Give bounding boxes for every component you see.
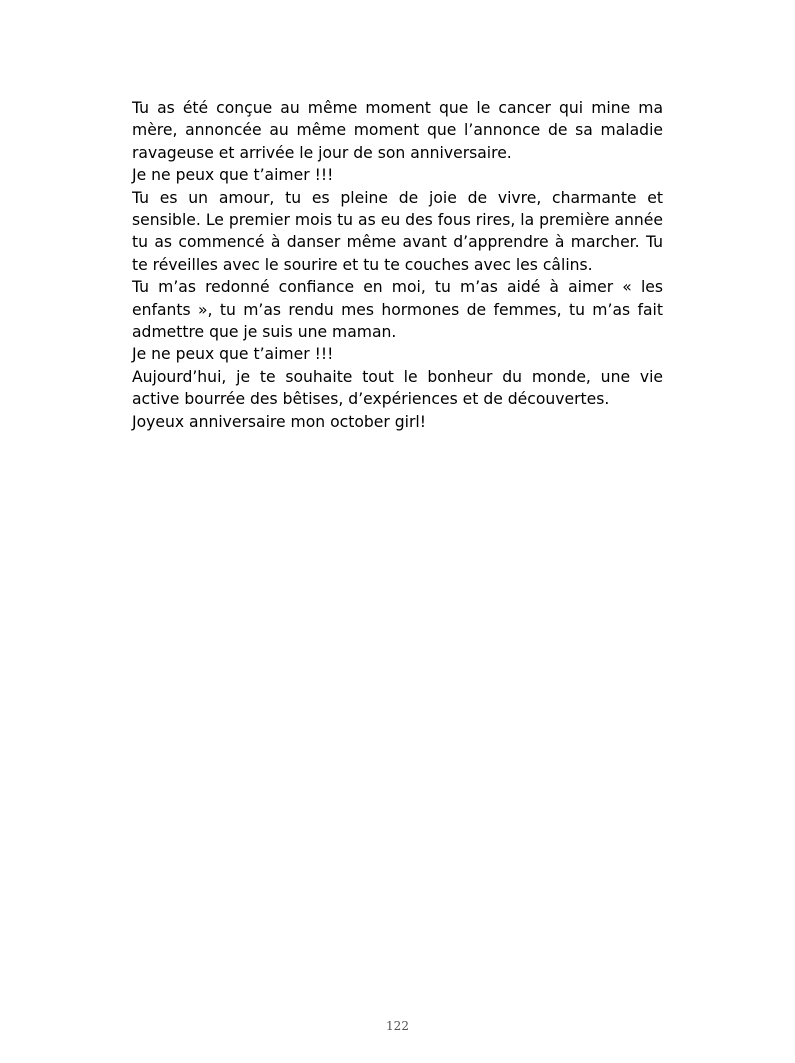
- paragraph-1: Tu as été conçue au même moment que le cancer qui mine ma mère, annoncée au même moment que l’annonce de sa maladie ravageuse et arrivée le jour de son anniversaire.: [132, 99, 663, 162]
- page-number: 122: [386, 1019, 409, 1033]
- paragraph-3: Tu es un amour, tu es pleine de joie de vivre, charmante et sensible. Le premier mois tu as eu des fous rires, la première année tu as commencé à danser même avant d’apprendre à marcher. Tu te réveilles avec le sourire et tu te couches avec les câlins.: [132, 188, 663, 274]
- paragraph-7: Joyeux anniversaire mon october girl!: [132, 412, 426, 431]
- paragraph-2: Je ne peux que t’aimer !!!: [132, 166, 334, 185]
- paragraph-4: Tu m’as redonné confiance en moi, tu m’as aidé à aimer « les enfants », tu m’as rendu mes hormones de femmes, tu m’as fait admettre que je suis une maman.: [132, 278, 663, 342]
- paragraph-6: Aujourd’hui, je te souhaite tout le bonheur du monde, une vie active bourrée des bêtises, d’expériences et de découvertes.: [132, 367, 663, 409]
- paragraph-5: Je ne peux que t’aimer !!!: [132, 345, 334, 364]
- body-text: [132, 97, 663, 433]
